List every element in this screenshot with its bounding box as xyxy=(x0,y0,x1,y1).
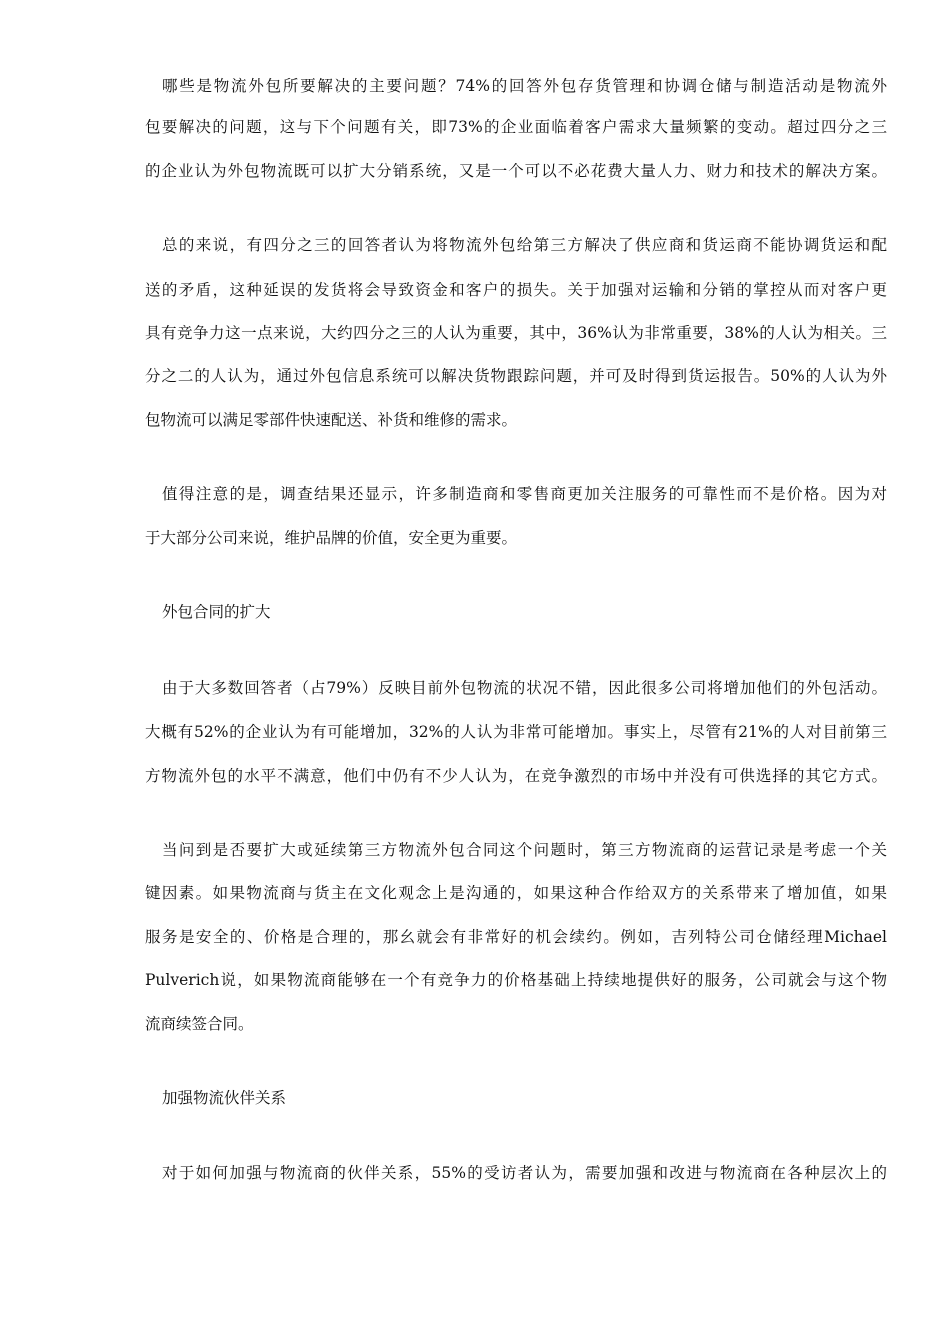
text-line: 包物流可以满足零部件快速配送、补货和维修的需求。 xyxy=(145,411,518,429)
text-line: 于大部分公司来说，维护品牌的价值，安全更为重要。 xyxy=(145,529,518,547)
text-line: 值得注意的是，调查结果还显示，许多制造商和零售商更加关注服务的可靠性而不是价格。因为对 xyxy=(162,485,887,503)
text-line: 由于大多数回答者（占79%）反映目前外包物流的状况不错，因此很多公司将增加他们的外包活动。 xyxy=(162,679,887,697)
text-line: 流商续签合同。 xyxy=(145,1015,254,1033)
text-line: Pulverich说，如果物流商能够在一个有竞争力的价格基础上持续地提供好的服务，公司就会与这个物 xyxy=(145,971,887,989)
text-line: 的企业认为外包物流既可以扩大分销系统，又是一个可以不必花费大量人力、财力和技术的解决方案。 xyxy=(145,162,887,180)
text-line: 哪些是物流外包所要解决的主要问题？74%的回答外包存货管理和协调仓储与制造活动是物流外 xyxy=(162,77,887,95)
text-line: 服务是安全的、价格是合理的，那幺就会有非常好的机会续约。例如，吉列特公司仓储经理Michael xyxy=(145,928,887,946)
text-line: 键因素。如果物流商与货主在文化观念上是沟通的，如果这种合作给双方的关系带来了增加值，如果 xyxy=(145,884,887,902)
text-line: 大概有52%的企业认为有可能增加，32%的人认为非常可能增加。事实上，尽管有21%的人对目前第三 xyxy=(145,723,887,741)
text-line: 具有竞争力这一点来说，大约四分之三的人认为重要，其中，36%认为非常重要，38%的人认为相关。三 xyxy=(145,324,887,342)
text-line: 方物流外包的水平不满意，他们中仍有不少人认为，在竞争激烈的市场中并没有可供选择的其它方式。 xyxy=(145,767,887,785)
text-line: 分之二的人认为，通过外包信息系统可以解决货物跟踪问题，并可及时得到货运报告。50%的人认为外 xyxy=(145,367,887,385)
text-line: 对于如何加强与物流商的伙伴关系，55%的受访者认为，需要加强和改进与物流商在各种层次上的 xyxy=(162,1164,887,1182)
section-heading: 加强物流伙伴关系 xyxy=(162,1089,287,1107)
text-line: 包要解决的问题，这与下个问题有关，即73%的企业面临着客户需求大量频繁的变动。超过四分之三 xyxy=(145,118,887,136)
text-line: 当问到是否要扩大或延续第三方物流外包合同这个问题时，第三方物流商的运营记录是考虑一个关 xyxy=(162,841,887,859)
text-line: 总的来说，有四分之三的回答者认为将物流外包给第三方解决了供应商和货运商不能协调货运和配 xyxy=(162,236,887,254)
section-heading: 外包合同的扩大 xyxy=(162,603,271,621)
text-line: 送的矛盾，这种延误的发货将会导致资金和客户的损失。关于加强对运输和分销的掌控从而对客户更 xyxy=(145,281,887,299)
